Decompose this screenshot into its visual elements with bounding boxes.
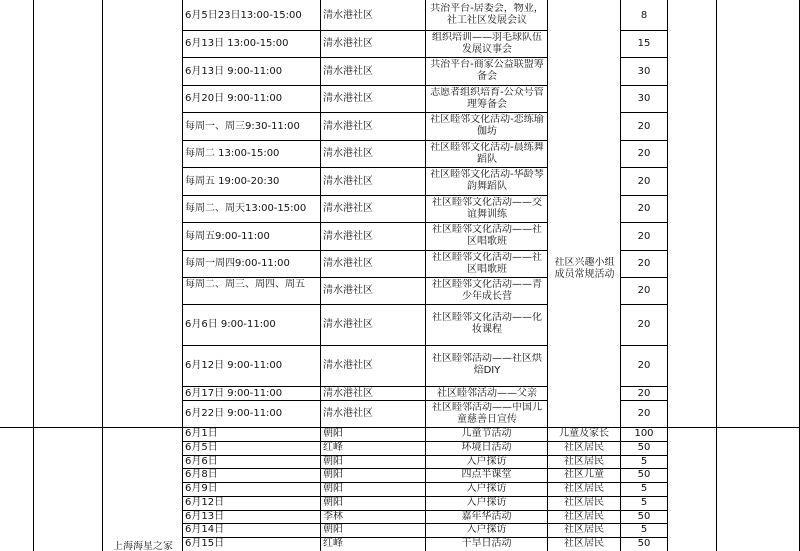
table-cell-time: 每周五 19:00-20:30 bbox=[185, 175, 280, 187]
table-cell-time: 6月5日23日13:00-15:00 bbox=[185, 9, 302, 21]
table-cell-place: 清水港社区 bbox=[323, 230, 373, 242]
table-cell-activity: 入户探访 bbox=[466, 483, 507, 494]
table-cell-activity: 儿童节活动 bbox=[461, 428, 512, 439]
table-cell-count: 20 bbox=[637, 360, 651, 371]
table-cell-time: 每周二、周天13:00-15:00 bbox=[185, 203, 307, 214]
table-cell-date: 6月15日 bbox=[185, 538, 225, 549]
table-cell-activity: 社区睦邻文化活动——社区唱歌班 bbox=[432, 224, 542, 247]
table-cell-activity: 环境日活动 bbox=[461, 442, 512, 453]
table-cell-count: 20 bbox=[637, 387, 651, 399]
table-cell-target: 社区居民 bbox=[564, 511, 604, 522]
table-cell-place: 清水港社区 bbox=[323, 203, 373, 214]
table-cell-place: 朝阳 bbox=[323, 428, 343, 439]
table-cell-count: 20 bbox=[637, 230, 651, 242]
table-cell-place: 清水港社区 bbox=[323, 319, 373, 330]
table-cell-place: 朝阳 bbox=[323, 456, 343, 467]
table-cell-target: 儿童及家长 bbox=[559, 428, 609, 439]
table-cell-place: 清水港社区 bbox=[323, 258, 373, 269]
table-cell-time: 6月13日 13:00-15:00 bbox=[185, 38, 289, 49]
table-cell-count: 15 bbox=[637, 38, 651, 49]
table-cell-date: 6月12日 bbox=[185, 497, 225, 508]
table-cell-target: 社区儿童 bbox=[564, 469, 604, 480]
table-cell-count: 50 bbox=[637, 469, 651, 480]
table-cell-place: 清水港社区 bbox=[323, 360, 373, 371]
table-cell-time: 每周一、周三9:30-11:00 bbox=[185, 120, 300, 132]
table-cell-place: 清水港社区 bbox=[323, 387, 373, 399]
table-cell-activity: 共治平台-居委会，物业，社工社区发展会议 bbox=[430, 3, 544, 26]
table-cell-date: 6月9日 bbox=[185, 483, 218, 494]
table-cell-time: 6月20日 9:00-11:00 bbox=[185, 93, 283, 104]
table-cell-place: 清水港社区 bbox=[323, 93, 373, 104]
table-cell-activity: 入户探访 bbox=[466, 497, 507, 508]
table-cell-time: 6月17日 9:00-11:00 bbox=[185, 387, 283, 399]
table-cell-activity: 社区睦邻文化活动——交谊舞训练 bbox=[432, 197, 542, 220]
table-cell-place: 朝阳 bbox=[323, 524, 343, 535]
table-cell-activity: 共治平台-商家公益联盟筹备会 bbox=[430, 59, 544, 82]
table-cell-target: 社区居民 bbox=[564, 483, 604, 494]
table-cell-count: 20 bbox=[637, 203, 651, 214]
table-cell-time: 每周一周四9:00-11:00 bbox=[185, 258, 290, 269]
table-cell-date: 6月14日 bbox=[185, 524, 225, 535]
table-cell-count: 50 bbox=[637, 538, 651, 549]
table-cell-target: 社区居民 bbox=[564, 497, 604, 508]
table-cell-count: 20 bbox=[637, 408, 651, 419]
table-cell-activity: 社区睦邻文化活动-恋练瑜伽坊 bbox=[430, 114, 544, 137]
table-cell-time: 每周二 13:00-15:00 bbox=[185, 148, 280, 159]
table-cell-place: 红峰 bbox=[323, 442, 343, 453]
table-cell-target: 社区居民 bbox=[564, 538, 604, 549]
table-cell-activity: 入户探访 bbox=[466, 456, 507, 467]
table-cell-place: 清水港社区 bbox=[323, 9, 373, 21]
table-cell-activity: 组织培训——羽毛球队伍发展议事会 bbox=[432, 32, 542, 55]
table-cell-activity: 社区睦邻活动——中国儿童慈善日宣传 bbox=[432, 402, 542, 425]
table-cell-activity: 社区睦邻文化活动——化妆课程 bbox=[432, 312, 542, 335]
table-cell-activity: 社区睦邻活动——社区烘焙DIY bbox=[432, 353, 542, 376]
table-cell-count: 100 bbox=[634, 428, 654, 439]
table-cell-count: 20 bbox=[637, 319, 651, 330]
table-cell-place: 朝阳 bbox=[323, 497, 343, 508]
table-cell-date: 6月1日 bbox=[185, 428, 218, 439]
table-cell-count: 5 bbox=[640, 456, 648, 467]
table-cell-time: 6月6日 9:00-11:00 bbox=[185, 319, 276, 330]
table-cell-count: 50 bbox=[637, 442, 651, 453]
table-cell-time: 6月13日 9:00-11:00 bbox=[185, 65, 283, 77]
table-cell-target: 社区居民 bbox=[564, 524, 604, 535]
table-cell-time: 每周五9:00-11:00 bbox=[185, 230, 270, 242]
table-cell-activity: 社区睦邻文化活动-晨练舞蹈队 bbox=[430, 142, 544, 165]
table-cell-count: 30 bbox=[637, 65, 651, 77]
table-cell-place: 红峰 bbox=[323, 538, 343, 549]
table-cell-activity: 社区睦邻文化活动——社区唱歌班 bbox=[432, 252, 542, 275]
table-cell-count: 20 bbox=[637, 148, 651, 159]
table-cell-activity: 社区睦邻活动——父亲 bbox=[437, 387, 537, 399]
table-cell-count: 20 bbox=[637, 120, 651, 132]
table-cell-place: 清水港社区 bbox=[323, 38, 373, 49]
table-cell-place: 朝阳 bbox=[323, 469, 343, 480]
table-cell-activity: 干旱日活动 bbox=[461, 538, 512, 549]
table-cell-target: 社区居民 bbox=[564, 456, 604, 467]
table-cell-target: 社区居民 bbox=[564, 442, 604, 453]
table-cell-place: 李林 bbox=[323, 511, 343, 522]
table-cell-count: 20 bbox=[637, 285, 651, 296]
table-cell-place: 清水港社区 bbox=[323, 148, 373, 159]
table-cell-activity: 入户探访 bbox=[466, 524, 507, 535]
table-cell-place: 清水港社区 bbox=[323, 175, 373, 187]
table-cell-count: 8 bbox=[640, 9, 648, 21]
table-cell-date: 6月13日 bbox=[185, 511, 225, 522]
table-cell-count: 5 bbox=[640, 497, 648, 508]
table-cell-count: 50 bbox=[637, 511, 651, 522]
merged-category-cell: 社区兴趣小组成员常规活动 bbox=[554, 257, 615, 280]
table-cell-place: 清水港社区 bbox=[323, 120, 373, 132]
table-cell-activity: 四点半课堂 bbox=[461, 469, 512, 480]
table-cell-place: 清水港社区 bbox=[323, 65, 373, 77]
table-cell-count: 20 bbox=[637, 175, 651, 187]
org-name-fragment: 上海海星之家 bbox=[113, 541, 173, 551]
table-cell-count: 30 bbox=[637, 93, 651, 104]
table-cell-place: 朝阳 bbox=[323, 483, 343, 494]
table-cell-activity: 社区睦邻文化活动——青少年成长营 bbox=[432, 279, 542, 302]
table-cell-date: 6月6日 bbox=[185, 456, 218, 467]
table-cell-date: 6月8日 bbox=[185, 469, 218, 480]
table-cell-time: 每周二、周三、周四、周五 bbox=[185, 279, 305, 290]
table-cell-count: 20 bbox=[637, 258, 651, 269]
table-cell-activity: 志愿者组织培育-公众号管理筹备会 bbox=[430, 87, 544, 110]
table-cell-place: 清水港社区 bbox=[323, 285, 373, 296]
table-cell-count: 5 bbox=[640, 524, 648, 535]
table-cell-time: 6月22日 9:00-11:00 bbox=[185, 408, 283, 419]
table-cell-date: 6月5日 bbox=[185, 442, 218, 453]
table-cell-time: 6月12日 9:00-11:00 bbox=[185, 360, 283, 371]
table-cell-count: 5 bbox=[640, 483, 648, 494]
table-cell-activity: 嘉年华活动 bbox=[461, 511, 512, 522]
table-cell-activity: 社区睦邻文化活动-华龄琴韵舞蹈队 bbox=[430, 169, 544, 192]
table-cell-place: 清水港社区 bbox=[323, 408, 373, 419]
